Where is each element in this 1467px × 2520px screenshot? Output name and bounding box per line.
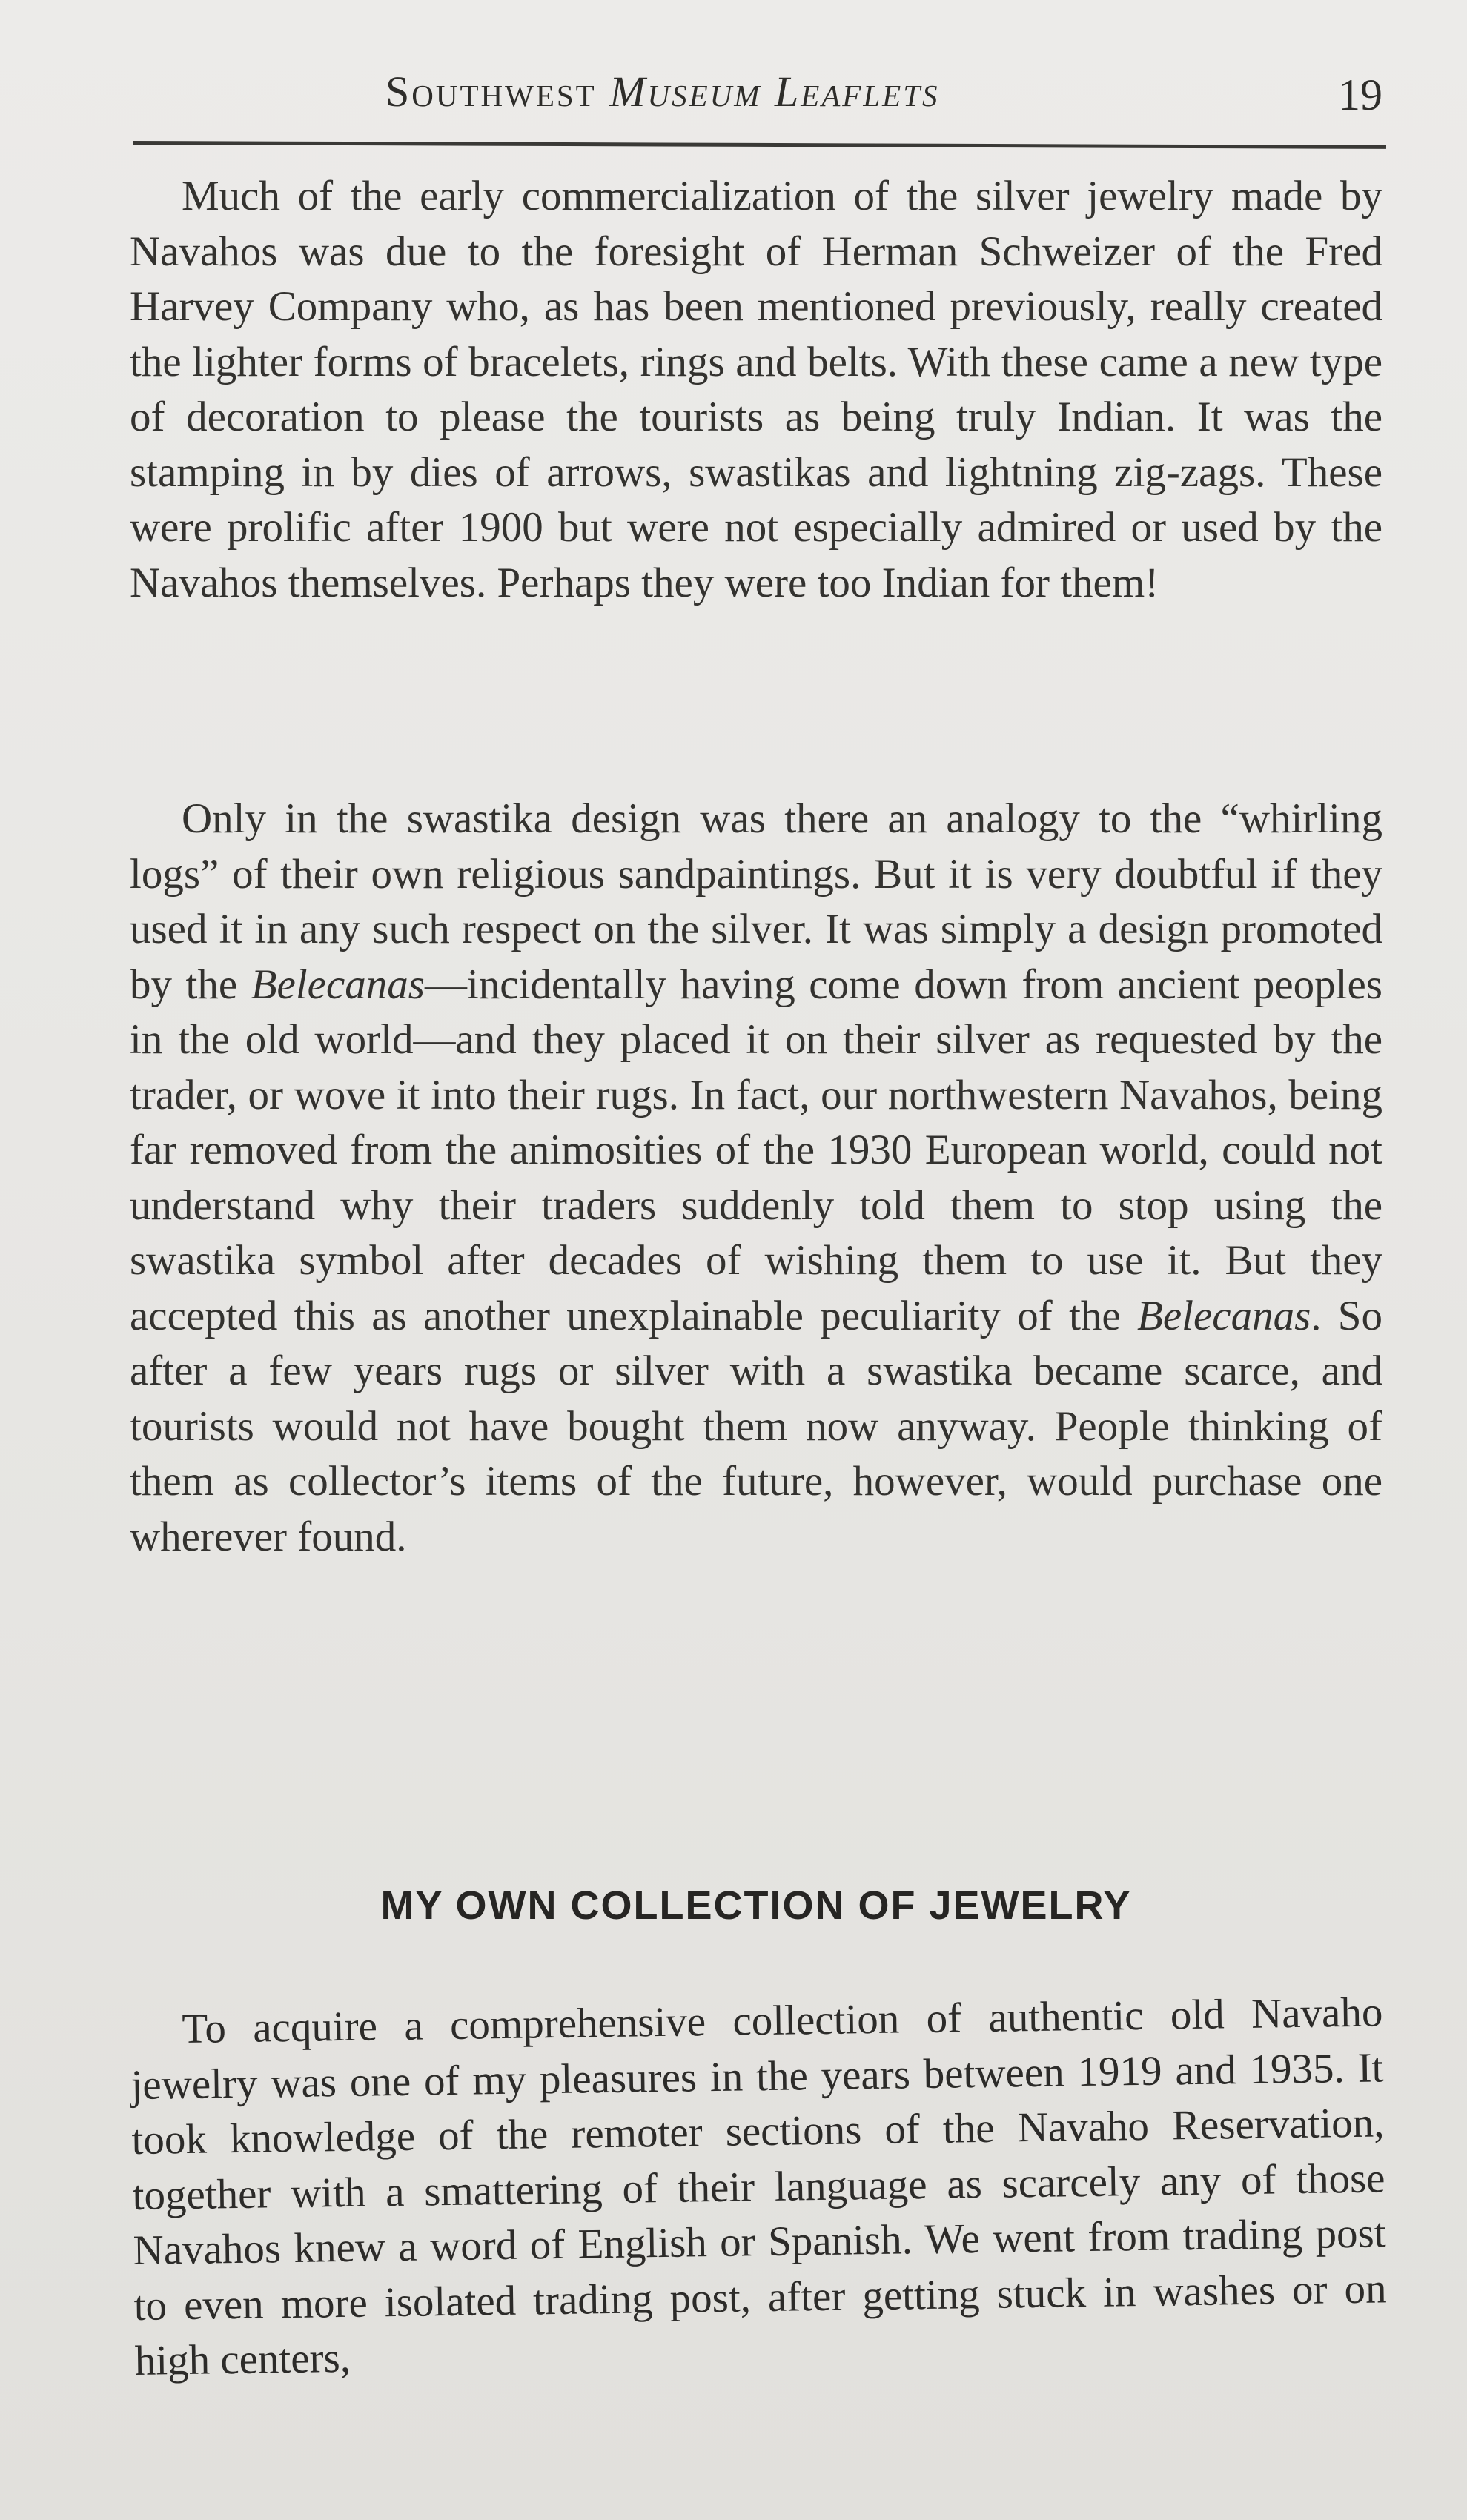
paragraph-block-2 (130, 792, 1382, 1565)
header-rule (133, 141, 1386, 149)
paragraph-2-text-a: Only in the swastika design was there an analogy to the “whirling logs” of their own religious sandpaintings. But it is very doubtful if they used it in any such respect on the silver. It was simply a design promoted by the (130, 795, 1382, 1008)
running-title-part-1: Southwest (385, 67, 610, 116)
paragraph-3: To acquire a comprehensive collection of authentic old Navaho jewelry was one of my pleasures in the years between 1919 and 1935. It took knowledge of the remoter sections of the Navaho Reservation, together with a smattering of their language as scarcely any of those Navahos knew a word of English or Spanish. We went from trading post to even more isolated trading post, after getting stuck in washes or on high centers, (130, 1989, 1387, 2384)
paragraph-2-text-c: . So after a few years rugs or silver with a swastika became scarce, and tourists would not have bought them now anyway. People thinking of them as collector’s items of the future, however, would purchase one wherever found. (130, 1292, 1382, 1560)
running-title (385, 67, 940, 116)
paragraph-1: Much of the early commercialization of the silver jewelry made by Navahos was due to the foresight of Herman Schweizer of the Fred Harvey Company who, as has been mentioned previously, really created the lighter forms of bracelets, rings and belts. With these came a new type of decoration to please the tourists as being truly Indian. It was the stamping in by dies of arrows, swastikas and lightning zig-zags. These were prolific after 1900 but were not especially admired or used by the Navahos themselves. Perhaps they were too Indian for them! (130, 173, 1382, 606)
paragraph-2-italic-a: Belecanas (251, 961, 425, 1008)
section-heading: MY OWN COLLECTION OF JEWELRY (380, 1883, 1132, 1928)
paragraph-2 (130, 792, 1382, 1565)
running-title-part-3 (761, 67, 775, 116)
paragraph-block-3 (130, 1985, 1388, 2389)
running-title-part-4: Leaflets (774, 67, 940, 116)
running-title-part-2: Museum (609, 67, 762, 116)
running-head (130, 59, 1390, 141)
paragraph-2-italic-b: Belecanas (1137, 1292, 1311, 1339)
page-number: 19 (1338, 70, 1382, 119)
paragraph-2-text-b: —incidentally having come down from ancient peoples in the old world—and they placed it on their silver as requested by the trader, or wove it into their rugs. In fact, our northwestern Navahos, being far removed from the animosities of the 1930 European world, could not understand why their traders suddenly told them to stop using the swastika symbol after decades of wishing them to use it. But they accepted this as another unexplainable peculiarity of the (130, 961, 1382, 1339)
paragraph-block-1 (130, 169, 1382, 611)
